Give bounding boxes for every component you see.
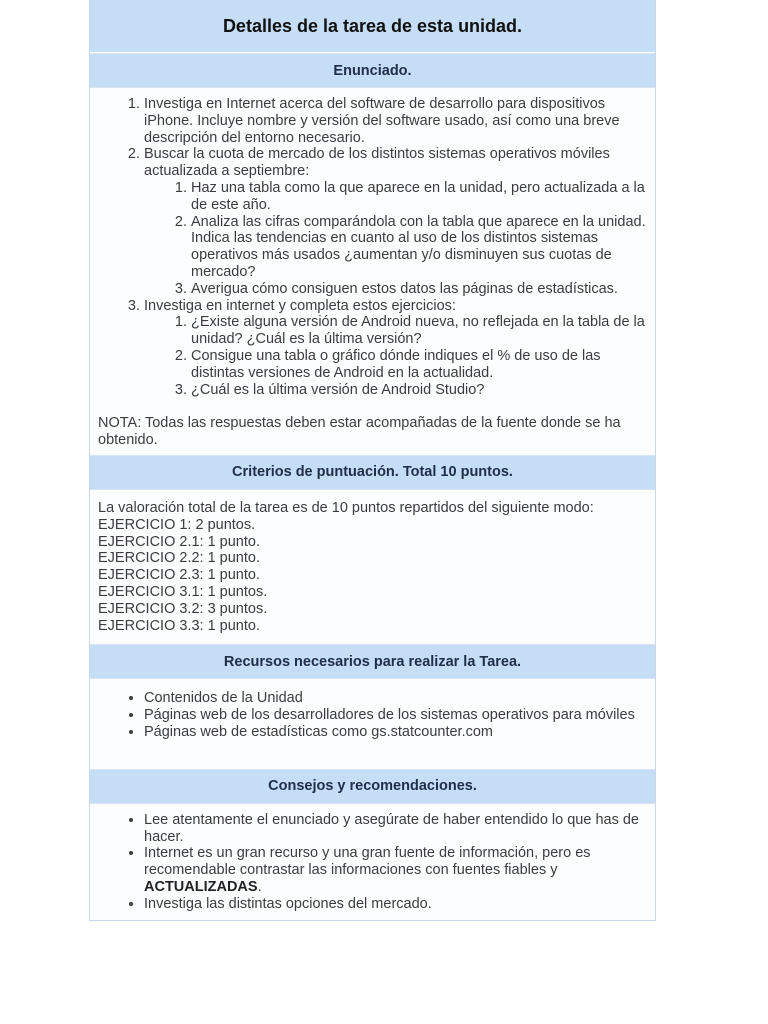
section-body-enunciado: [90, 88, 655, 455]
sub-list-item: 3. Averigua cómo consiguen estos datos las páginas de estadísticas.: [191, 281, 647, 298]
criteria-line: EJERCICIO 1: 2 puntos.: [98, 516, 256, 533]
sub-list: [144, 314, 647, 398]
sub-list-item: 2. Consigue una tabla o gráfico dónde indiques el % de uso de las distintas versiones de Android en la actualidad.: [191, 348, 647, 382]
section-header-enunciado: Enunciado.: [90, 53, 655, 88]
criteria-intro: La valoración total de la tarea es de 10 puntos repartidos del siguiente modo:: [98, 499, 594, 516]
criteria-line: EJERCICIO 2.1: 1 punto.: [98, 533, 260, 550]
criteria-line: EJERCICIO 2.2: 1 punto.: [98, 550, 260, 567]
list-item: • Páginas web de los desarrolladores de los sistemas operativos para móviles: [144, 707, 647, 724]
section-header-recursos: Recursos necesarios para realizar la Tarea.: [90, 644, 655, 679]
tips-list: [98, 812, 647, 913]
tip-text: Internet es un gran recurso y una gran fuente de información, pero es recomendable contrastar las informaciones con fuentes fiables y: [144, 845, 591, 879]
criteria-line: EJERCICIO 3.1: 1 puntos.: [98, 583, 268, 600]
list-item: [144, 96, 647, 146]
sub-list: [144, 180, 647, 298]
section-header-criterios: Criterios de puntuación. Total 10 puntos.: [90, 455, 655, 490]
list-item: [144, 298, 647, 399]
list-item: [144, 146, 647, 297]
list-item: [144, 845, 647, 895]
resources-list: [98, 690, 647, 740]
note-text: NOTA: Todas las respuestas deben estar acompañadas de la fuente donde se ha obtenido.: [98, 415, 621, 449]
list-item-text: Investiga en internet y completa estos ejercicios:: [144, 297, 456, 314]
tip-end: .: [257, 878, 262, 895]
section-body-consejos: [90, 804, 655, 921]
list-item: • Páginas web de estadísticas como gs.statcounter.com: [144, 724, 647, 741]
criteria-line: EJERCICIO 3.3: 1 punto.: [98, 617, 260, 634]
section-body-criterios: [90, 490, 655, 644]
section-header-consejos: Consejos y recomendaciones.: [90, 769, 655, 804]
sub-list-item: 3. ¿Cuál es la última versión de Android Studio?: [191, 382, 647, 399]
list-item-text: Buscar la cuota de mercado de los distintos sistemas operativos móviles actualizada a septiembre:: [144, 146, 610, 180]
list-item: • Lee atentamente el enunciado y asegúrate de haber entendido lo que has de hacer.: [144, 812, 647, 846]
sub-list-item: 2. Analiza las cifras comparándola con la tabla que aparece en la unidad. Indica las tendencias en cuanto al uso de los distintos sistemas operativos más usados ¿aumentan y/o disminuyen sus cuotas de mercado?: [191, 214, 647, 281]
page-title: Detalles de la tarea de esta unidad.: [90, 0, 655, 53]
list-item-text: Investiga en Internet acerca del software de desarrollo para dispositivos iPhone. Incluye nombre y versión del software usado, así como una breve descripción del entorno necesario.: [144, 96, 620, 146]
tip-emphasis: ACTUALIZADAS: [144, 878, 258, 895]
section-body-recursos: [90, 679, 655, 768]
criteria-line: EJERCICIO 3.2: 3 puntos.: [98, 600, 268, 617]
list-item: • Contenidos de la Unidad: [144, 690, 647, 707]
sub-list-item: 1. ¿Existe alguna versión de Android nueva, no reflejada en la tabla de la unidad? ¿Cuál es la última versión?: [191, 314, 647, 348]
list-item: • Investiga las distintas opciones del mercado.: [144, 896, 647, 913]
task-details-panel: [89, 0, 656, 921]
sub-list-item: 1. Haz una tabla como la que aparece en la unidad, pero actualizada a la de este año.: [191, 180, 647, 214]
enunciado-list: [98, 96, 647, 398]
criteria-line: EJERCICIO 2.3: 1 punto.: [98, 567, 260, 584]
